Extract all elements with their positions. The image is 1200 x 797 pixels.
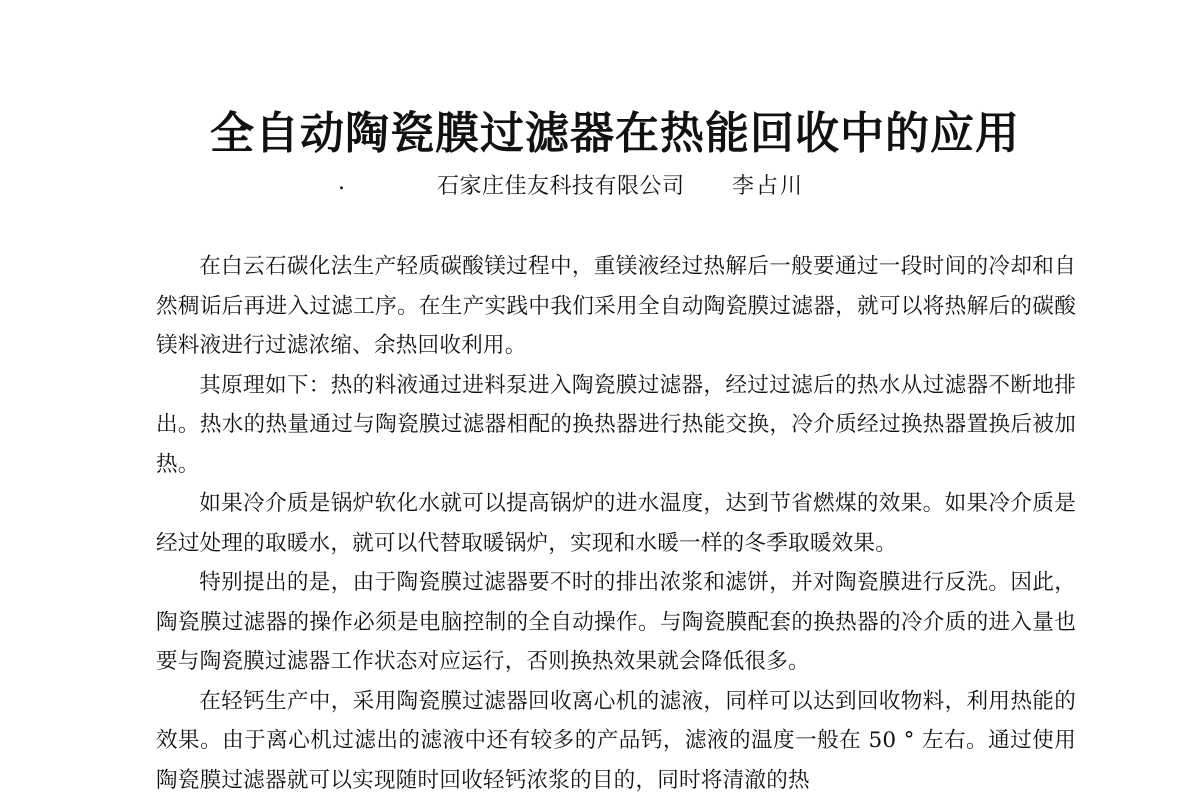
- paragraph-3: 如果冷介质是锅炉软化水就可以提高锅炉的进水温度，达到节省燃煤的效果。如果冷介质是经过处理的取暖水，就可以代替取暖锅炉，实现和水暖一样的冬季取暖效果。: [156, 491, 1076, 556]
- author-name: 李占川: [732, 174, 805, 199]
- document-title: 全自动陶瓷膜过滤器在热能回收中的应用: [210, 108, 1020, 159]
- organization-name: 石家庄佳友科技有限公司: [437, 174, 685, 199]
- stray-dot: .: [338, 170, 345, 195]
- paragraph-5: 在轻钙生产中，采用陶瓷膜过滤器回收离心机的滤液，同样可以达到回收物料，利用热能的效果。由于离心机过滤出的滤液中还有较多的产品钙，滤液的温度一般在 50 ° 左右。通过使用陶瓷膜过滤器就可以实现随时回收轻钙浓浆的目的，同时将清澈的热: [156, 688, 1076, 793]
- paragraph-4: 特别提出的是，由于陶瓷膜过滤器要不时的排出浓浆和滤饼，并对陶瓷膜进行反洗。因此，陶瓷膜过滤器的操作必须是电脑控制的全自动操作。与陶瓷膜配套的换热器的冷介质的进入量也要与陶瓷膜过滤器工作状态对应运行，否则换热效果就会降低很多。: [156, 570, 1076, 674]
- paragraph-1: 在白云石碳化法生产轻质碳酸镁过程中，重镁液经过热解后一般要通过一段时间的冷却和自然稠诟后再进入过滤工序。在生产实践中我们采用全自动陶瓷膜过滤器，就可以将热解后的碳酸镁料液进行过滤浓缩、余热回收利用。: [156, 254, 1076, 358]
- paragraph-2: 其原理如下：热的料液通过进料泵进入陶瓷膜过滤器，经过过滤后的热水从过滤器不断地排出。热水的热量通过与陶瓷膜过滤器相配的换热器进行热能交换，冷介质经过换热器置换后被加热。: [156, 372, 1076, 477]
- document-body: [156, 247, 1076, 797]
